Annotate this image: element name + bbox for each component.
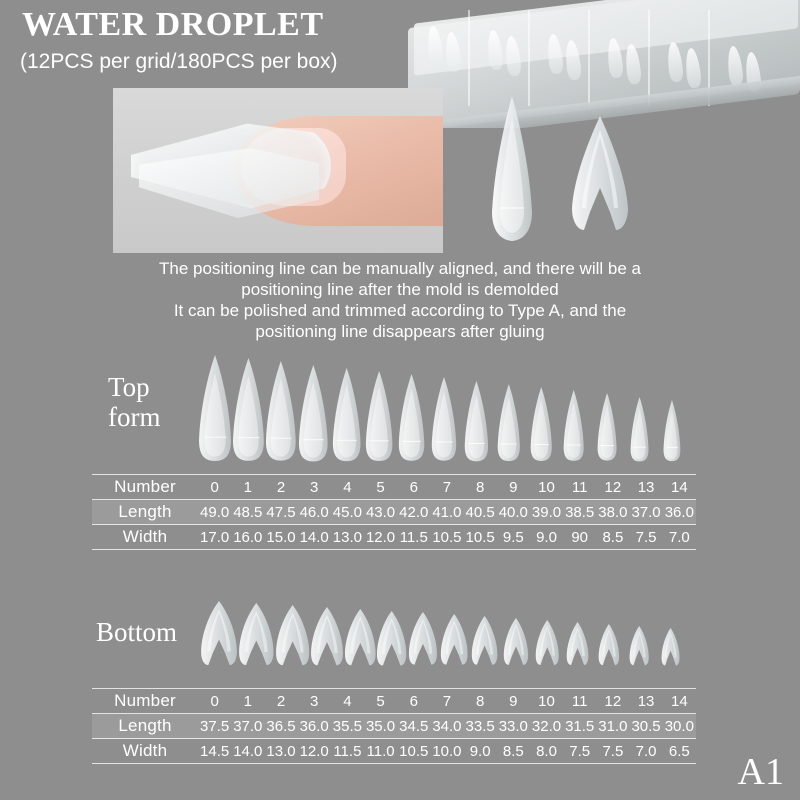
bottom-tip — [655, 627, 686, 666]
top-form-tip — [493, 383, 526, 462]
finger-application-photo — [113, 88, 443, 253]
cell-width: 10.0 — [430, 739, 463, 764]
page-subtitle: (12PCS per grid/180PCS per box) — [20, 50, 338, 73]
row-header-number: Number — [92, 475, 198, 500]
cell-width: 8.5 — [596, 525, 629, 550]
cell-number: 8 — [464, 689, 497, 714]
cell-number: 12 — [596, 475, 629, 500]
top-form-tip-row — [198, 352, 688, 462]
cell-width: 90 — [563, 525, 596, 550]
cell-width: 7.0 — [663, 525, 696, 550]
top-form-tip — [330, 367, 363, 462]
top-form-tip — [265, 360, 298, 462]
cell-number: 10 — [530, 689, 563, 714]
bottom-tip — [439, 613, 470, 666]
cell-length: 39.0 — [530, 500, 563, 525]
cell-number: 14 — [663, 689, 696, 714]
cell-width: 10.5 — [464, 525, 497, 550]
cell-length: 49.0 — [198, 500, 231, 525]
page-title: WATER DROPLET — [22, 6, 324, 43]
cell-width: 14.0 — [231, 739, 264, 764]
bottom-tip — [376, 610, 407, 667]
cell-number: 0 — [198, 475, 231, 500]
cell-width: 11.5 — [397, 525, 430, 550]
product-description — [0, 258, 800, 342]
cell-width: 6.5 — [663, 739, 696, 764]
cell-width: 14.5 — [198, 739, 231, 764]
cell-length: 40.0 — [497, 500, 530, 525]
cell-width: 17.0 — [198, 525, 231, 550]
top-form-label-line1: Top — [108, 372, 150, 402]
cell-width: 11.0 — [364, 739, 397, 764]
cell-number: 11 — [563, 689, 596, 714]
cell-length: 48.5 — [231, 500, 264, 525]
cell-number: 9 — [497, 689, 530, 714]
table-row — [92, 500, 696, 525]
desc-line-2: positioning line after the mold is demolded — [241, 280, 559, 299]
cell-number: 13 — [629, 689, 662, 714]
cell-number: 6 — [397, 475, 430, 500]
cell-number: 3 — [298, 689, 331, 714]
top-form-tip — [297, 364, 330, 462]
cell-width: 16.0 — [231, 525, 264, 550]
desc-line-4: positioning line disappears after gluing — [255, 322, 545, 341]
top-form-tip — [460, 380, 493, 462]
bottom-tip — [470, 615, 501, 666]
desc-line-3: It can be polished and trimmed according to Type A, and the — [173, 301, 627, 320]
bottom-tip — [624, 625, 655, 666]
cell-number: 6 — [397, 689, 430, 714]
cell-width: 9.0 — [530, 525, 563, 550]
top-form-tip — [590, 392, 623, 462]
cell-length: 35.5 — [331, 714, 364, 739]
cell-length: 34.5 — [397, 714, 430, 739]
cell-width: 7.5 — [629, 525, 662, 550]
table-row — [92, 739, 696, 764]
top-form-tip — [232, 357, 265, 462]
cell-number: 0 — [198, 689, 231, 714]
cell-number: 12 — [596, 689, 629, 714]
cell-length: 33.0 — [497, 714, 530, 739]
cell-length: 37.0 — [231, 714, 264, 739]
cell-width: 10.5 — [397, 739, 430, 764]
cell-width: 11.5 — [331, 739, 364, 764]
cell-length: 36.0 — [298, 714, 331, 739]
cell-length: 45.0 — [331, 500, 364, 525]
cell-length: 30.5 — [629, 714, 662, 739]
bottom-label: Bottom — [96, 617, 178, 647]
cell-length: 47.5 — [264, 500, 297, 525]
cell-length: 38.0 — [596, 500, 629, 525]
cell-number: 10 — [530, 475, 563, 500]
cell-number: 7 — [430, 689, 463, 714]
cell-length: 43.0 — [364, 500, 397, 525]
cell-width: 12.0 — [364, 525, 397, 550]
desc-line-1: The positioning line can be manually aligned, and there will be a — [159, 259, 641, 278]
nail-tip-front-view — [490, 96, 534, 242]
row-header-width: Width — [92, 739, 198, 764]
bottom-tip — [344, 608, 377, 666]
cell-number: 4 — [331, 475, 364, 500]
cell-length: 31.5 — [563, 714, 596, 739]
style-code-badge: A1 — [737, 751, 784, 793]
cell-number: 2 — [264, 689, 297, 714]
cell-length: 37.5 — [198, 714, 231, 739]
bottom-tip — [275, 604, 310, 666]
top-form-label-line2: form — [108, 402, 161, 432]
nail-tip-back-view — [570, 116, 630, 234]
top-form-tip — [363, 370, 396, 462]
bottom-tip — [200, 600, 238, 666]
cell-width: 7.5 — [596, 739, 629, 764]
bottom-tip — [310, 606, 344, 666]
cell-length: 41.0 — [430, 500, 463, 525]
top-form-tip — [623, 396, 656, 462]
top-form-tip — [558, 389, 591, 462]
cell-length: 36.0 — [663, 500, 696, 525]
cell-length: 46.0 — [298, 500, 331, 525]
cell-number: 1 — [231, 689, 264, 714]
table-row — [92, 525, 696, 550]
bottom-tip-row — [200, 596, 686, 666]
cell-length: 31.0 — [596, 714, 629, 739]
cell-width: 9.0 — [464, 739, 497, 764]
cell-number: 3 — [298, 475, 331, 500]
cell-length: 40.5 — [464, 500, 497, 525]
cell-number: 5 — [364, 689, 397, 714]
top-form-tip — [525, 386, 558, 462]
cell-width: 13.0 — [331, 525, 364, 550]
cell-number: 11 — [563, 475, 596, 500]
bottom-tip — [408, 611, 439, 666]
bottom-tip — [562, 621, 593, 666]
top-form-tip — [395, 373, 428, 462]
cell-length: 34.0 — [430, 714, 463, 739]
cell-width: 8.0 — [530, 739, 563, 764]
table-row — [92, 714, 696, 739]
top-form-tip — [655, 399, 688, 462]
cell-number: 7 — [430, 475, 463, 500]
bottom-tip — [593, 623, 624, 666]
top-form-tip — [428, 376, 461, 462]
cell-number: 13 — [629, 475, 662, 500]
cell-number: 2 — [264, 475, 297, 500]
row-header-length: Length — [92, 714, 198, 739]
cell-number: 14 — [663, 475, 696, 500]
cell-width: 7.0 — [629, 739, 662, 764]
cell-width: 12.0 — [298, 739, 331, 764]
cell-width: 15.0 — [264, 525, 297, 550]
cell-width: 7.5 — [563, 739, 596, 764]
cell-length: 35.0 — [364, 714, 397, 739]
cell-length: 33.5 — [464, 714, 497, 739]
table-row — [92, 475, 696, 500]
row-header-length: Length — [92, 500, 198, 525]
top-form-label — [108, 372, 160, 432]
bottom-tip — [501, 617, 532, 666]
cell-width: 14.0 — [298, 525, 331, 550]
cell-number: 9 — [497, 475, 530, 500]
storage-box-photo — [406, 0, 800, 128]
cell-width: 10.5 — [430, 525, 463, 550]
cell-length: 32.0 — [530, 714, 563, 739]
cell-number: 8 — [464, 475, 497, 500]
cell-width: 9.5 — [497, 525, 530, 550]
cell-length: 37.0 — [629, 500, 662, 525]
bottom-tip — [531, 619, 562, 666]
cell-length: 42.0 — [397, 500, 430, 525]
cell-length: 30.0 — [663, 714, 696, 739]
bottom-tip — [238, 602, 275, 666]
cell-length: 36.5 — [264, 714, 297, 739]
row-header-width: Width — [92, 525, 198, 550]
cell-width: 8.5 — [497, 739, 530, 764]
table-row — [92, 689, 696, 714]
cell-number: 1 — [231, 475, 264, 500]
row-header-number: Number — [92, 689, 198, 714]
cell-number: 5 — [364, 475, 397, 500]
cell-width: 13.0 — [264, 739, 297, 764]
bottom-measurement-table — [92, 688, 696, 764]
cell-length: 38.5 — [563, 500, 596, 525]
top-form-tip — [198, 354, 232, 462]
top-form-measurement-table — [92, 474, 696, 550]
cell-number: 4 — [331, 689, 364, 714]
